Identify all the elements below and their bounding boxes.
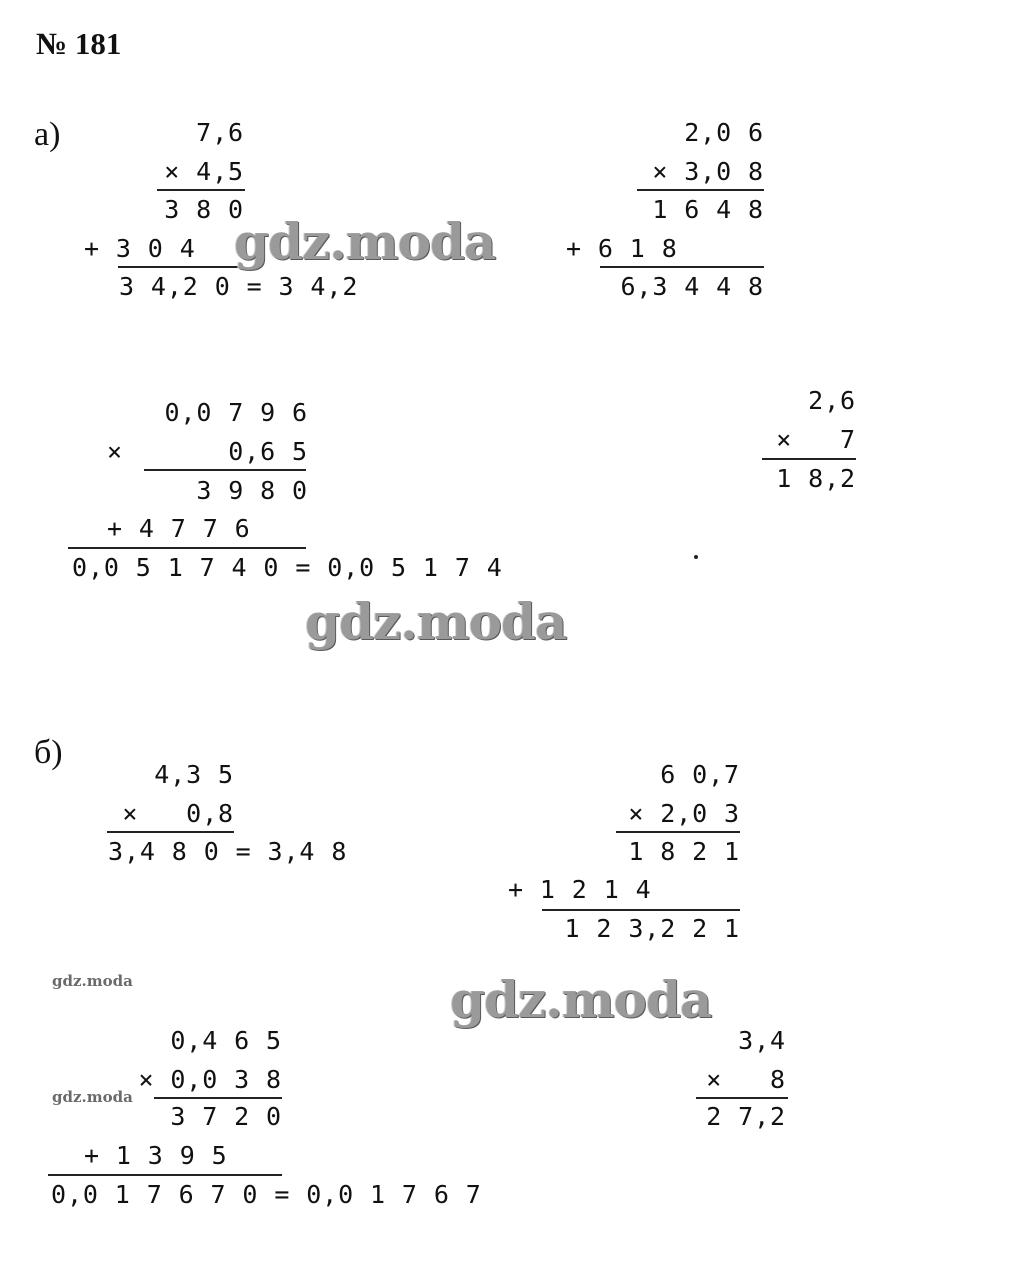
multiplicand: 2,0 6 [684, 118, 764, 147]
rule-line [144, 469, 306, 471]
watermark: gdz.moda [305, 592, 567, 651]
rule-line [118, 266, 243, 268]
product-result: 0,0 5 1 7 4 0 = 0,0 5 1 7 4 [72, 553, 503, 582]
rule-line [616, 831, 740, 833]
partial-product-1: 3 7 2 0 [170, 1102, 282, 1131]
ink-dot [694, 555, 698, 559]
multiply-sign: × [107, 437, 123, 466]
partial-product-1: 3 9 8 0 [196, 476, 308, 505]
watermark: gdz.moda [450, 970, 712, 1029]
rule-line [600, 266, 764, 268]
watermark-small: gdz.moda [52, 1088, 133, 1106]
multiplier: × 0,0 3 8 [138, 1065, 282, 1094]
multiplier: × 7 [776, 425, 856, 454]
multiplier: 0,6 5 [228, 437, 308, 466]
partial-product-1: 1 8 2 1 [628, 837, 740, 866]
multiplicand: 6 0,7 [660, 760, 740, 789]
rule-line [154, 1097, 282, 1099]
partial-product-2: + 1 2 1 4 [508, 875, 652, 904]
product-result: 0,0 1 7 6 7 0 = 0,0 1 7 6 7 [51, 1180, 482, 1209]
rule-line [542, 909, 740, 911]
watermark: gdz.moda [234, 212, 496, 271]
product-result: 3 4,2 0 = 3 4,2 [119, 272, 359, 301]
problem-title: № 181 [36, 26, 122, 61]
rule-line [762, 458, 856, 460]
multiplicand: 0,4 6 5 [170, 1026, 282, 1055]
part-b-label: б) [34, 734, 63, 771]
multiplier: × 4,5 [164, 157, 244, 186]
rule-line [696, 1097, 788, 1099]
product-result: 6,3 4 4 8 [620, 272, 764, 301]
multiplicand: 7,6 [196, 118, 244, 147]
product-result: 1 2 3,2 2 1 [564, 914, 740, 943]
multiplier: × 2,0 3 [628, 799, 740, 828]
partial-product-2: + 3 0 4 [84, 234, 196, 263]
partial-product-2: + 6 1 8 [566, 234, 678, 263]
part-a-label: а) [34, 116, 61, 153]
rule-line [48, 1174, 282, 1176]
multiplicand: 4,3 5 [154, 760, 234, 789]
rule-line [107, 831, 234, 833]
partial-product-1: 1 6 4 8 [652, 195, 764, 224]
product-result: 3,4 8 0 = 3,4 8 [108, 837, 348, 866]
multiplicand: 0,0 7 9 6 [164, 398, 308, 427]
rule-line [157, 189, 245, 191]
rule-line [68, 547, 306, 549]
rule-line [637, 189, 764, 191]
multiplicand: 2,6 [808, 386, 856, 415]
partial-product-2: + 4 7 7 6 [107, 514, 251, 543]
multiplier: × 3,0 8 [652, 157, 764, 186]
partial-product-1: 3 8 0 [164, 195, 244, 224]
multiplicand: 3,4 [738, 1026, 786, 1055]
multiplier: × 0,8 [122, 799, 234, 828]
product-result: 2 7,2 [706, 1102, 786, 1131]
product-result: 1 8,2 [776, 464, 856, 493]
multiplier: × 8 [706, 1065, 786, 1094]
partial-product-2: + 1 3 9 5 [84, 1141, 228, 1170]
watermark-small: gdz.moda [52, 972, 133, 990]
